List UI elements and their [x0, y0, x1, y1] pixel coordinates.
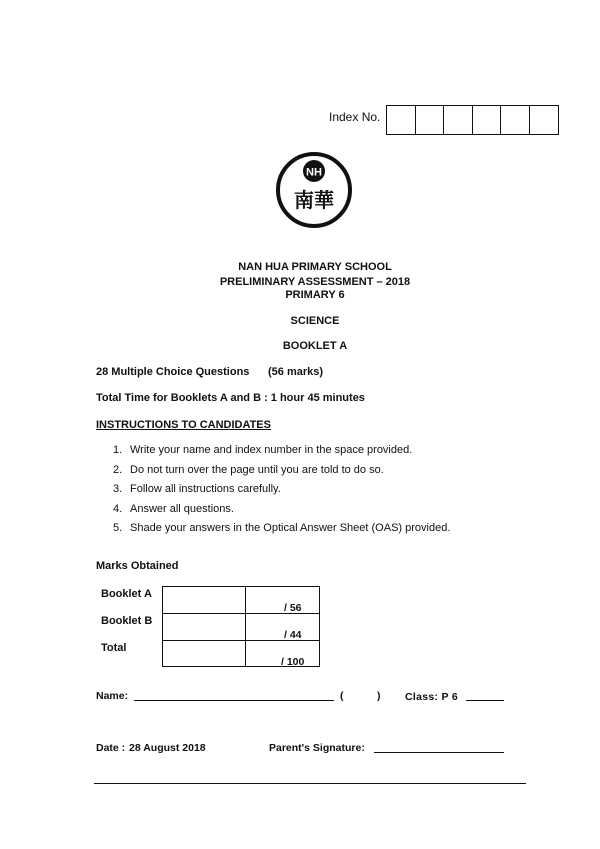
table-divider: [245, 587, 246, 666]
instruction-text: Answer all questions.: [130, 502, 234, 515]
register-number-open-paren: (: [340, 690, 344, 702]
instructions-list: [113, 443, 450, 541]
index-cell[interactable]: [416, 106, 445, 134]
booklet-title: BOOKLET A: [282, 340, 348, 352]
marks-row-label-booklet-b: Booklet B: [101, 615, 153, 627]
instruction-number: 2.: [113, 463, 123, 476]
total-time: Total Time for Booklets A and B : 1 hour 45 minutes: [96, 392, 365, 404]
school-name: NAN HUA PRIMARY SCHOOL: [238, 261, 392, 273]
max-marks-booklet-b: / 44: [284, 629, 302, 641]
level-title: PRIMARY 6: [285, 289, 345, 301]
assessment-title: PRELIMINARY ASSESSMENT – 2018: [219, 276, 411, 288]
marks-row-label-total: Total: [101, 642, 127, 654]
name-field[interactable]: [134, 700, 334, 701]
index-cell[interactable]: [444, 106, 473, 134]
marks-table: [162, 586, 320, 667]
date-label: Date :: [96, 742, 126, 754]
bottom-divider: [94, 783, 526, 784]
school-logo: [276, 152, 352, 228]
marks-obtained-title: Marks Obtained: [96, 560, 179, 572]
instruction-text: Shade your answers in the Optical Answer Sheet (OAS) provided.: [130, 522, 451, 534]
instruction-item: [113, 463, 450, 483]
index-cell[interactable]: [530, 106, 559, 134]
index-number-label: Index No.: [329, 110, 381, 124]
parent-signature-label: Parent's Signature:: [269, 742, 365, 754]
name-label: Name:: [96, 690, 129, 702]
instruction-text: Write your name and index number in the space provided.: [130, 444, 413, 456]
mcq-count: 28 Multiple Choice Questions: [96, 366, 250, 378]
logo-monogram: NH: [306, 166, 322, 179]
max-marks-total: / 100: [281, 656, 305, 668]
instruction-text: Follow all instructions carefully.: [130, 483, 281, 495]
logo-chinese-name: 南華: [294, 188, 334, 212]
class-field[interactable]: [466, 700, 504, 701]
date-value: 28 August 2018: [129, 742, 206, 754]
parent-signature-field[interactable]: [374, 752, 504, 753]
index-cell[interactable]: [387, 106, 416, 134]
marks-row-label-booklet-a: Booklet A: [101, 588, 152, 600]
index-cell[interactable]: [473, 106, 502, 134]
max-marks-booklet-a: / 56: [284, 602, 302, 614]
register-number-close-paren: ): [377, 690, 381, 702]
instruction-number: 1.: [113, 444, 123, 456]
class-label: Class: P 6: [405, 691, 459, 703]
instruction-item: [113, 482, 450, 502]
instruction-number: 4.: [113, 502, 123, 515]
instruction-item: [113, 443, 450, 463]
instructions-title: INSTRUCTIONS TO CANDIDATES: [96, 419, 271, 431]
instruction-item: [113, 521, 450, 541]
instruction-text: Do not turn over the page until you are told to do so.: [130, 463, 384, 476]
instruction-number: 3.: [113, 483, 123, 495]
instruction-number: 5.: [113, 522, 123, 534]
mcq-marks: (56 marks): [268, 366, 324, 378]
index-cell[interactable]: [501, 106, 530, 134]
index-number-boxes[interactable]: [386, 105, 559, 135]
subject-title: SCIENCE: [290, 315, 340, 327]
instruction-item: [113, 502, 450, 522]
